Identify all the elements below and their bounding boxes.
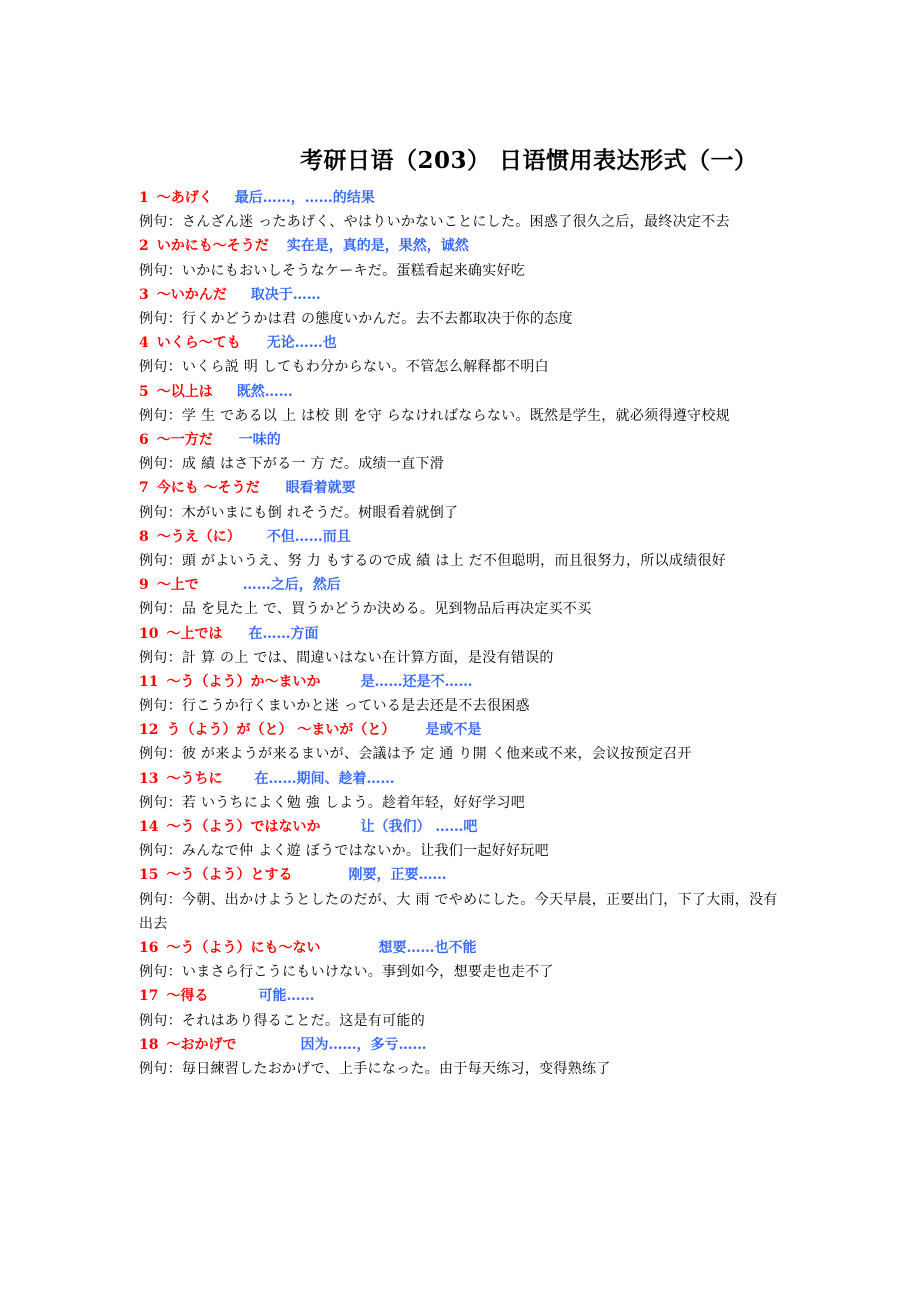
- example-prefix: 例句：: [139, 964, 182, 981]
- example-text: 今朝、出かけようとしたのだが、大 雨 でやめにした。今天早晨，正要出门，下了大雨，没有出去: [139, 891, 778, 932]
- entry-number: 15: [139, 867, 159, 884]
- example-prefix: 例句：: [139, 1061, 182, 1078]
- entry-number: 5: [139, 383, 149, 400]
- entry-pattern: 〜上で: [156, 577, 199, 594]
- entry-number: 18: [139, 1036, 159, 1053]
- entry-heading: [139, 525, 789, 549]
- example-prefix: 例句：: [139, 407, 182, 424]
- entry-example: [139, 259, 789, 283]
- entry-meaning: 让（我们） ……吧: [360, 819, 478, 836]
- entry-pattern: 〜一方だ: [156, 431, 213, 448]
- entry-heading: [139, 670, 789, 694]
- entry-heading: [139, 1033, 789, 1057]
- entry-heading: [139, 622, 789, 646]
- entry-pattern: 〜うえ（に）: [156, 528, 241, 545]
- entry-number: 10: [139, 625, 159, 642]
- entry-pattern: 〜う（よう）ではないか: [166, 819, 321, 836]
- example-prefix: 例句：: [139, 891, 182, 908]
- entry-number: 9: [139, 577, 149, 594]
- page-title: 考研日语（203） 日语惯用表达形式（一）: [300, 147, 758, 174]
- entry-list: [139, 186, 789, 1081]
- example-text: 頭 がよいうえ、努 力 もするので成 績 は上 だ不但聪明，而且很努力，所以成绩很好: [181, 552, 727, 569]
- entry-example: [139, 646, 789, 670]
- entry-heading: [139, 476, 789, 500]
- entry-example: [139, 960, 789, 984]
- entry-pattern: う（よう）が（と） 〜まいが（と）: [166, 722, 396, 739]
- entry-pattern: 〜以上は: [156, 383, 213, 400]
- entry-meaning: 无论……也: [266, 335, 337, 352]
- entry-number: 14: [139, 819, 159, 836]
- entry-number: 1: [139, 190, 149, 206]
- entry-number: 2: [139, 238, 149, 255]
- example-text: 毎日練習したおかげで、上手になった。由于每天练习，变得熟练了: [181, 1061, 611, 1078]
- entry-meaning: 眼看着就要: [285, 480, 356, 497]
- entry-example: [139, 791, 789, 815]
- entry-heading: [139, 573, 789, 597]
- entry-number: 17: [139, 988, 159, 1005]
- example-text: 木がいまにも倒 れそうだ。树眼看着就倒了: [181, 504, 459, 521]
- example-text: いくら説 明 してもわ分からない。不管怎么解释都不明白: [181, 359, 549, 376]
- entry-number: 7: [139, 480, 149, 497]
- entry-example: [139, 307, 789, 331]
- entry-pattern: 〜あげく: [156, 190, 213, 206]
- entry-pattern: 〜う（よう）か〜まいか: [166, 673, 321, 690]
- example-text: いまさら行こうにもいけない。事到如今，想要走也走不了: [181, 964, 554, 981]
- entry-heading: [139, 718, 789, 742]
- entry-pattern: 〜得る: [166, 988, 209, 1005]
- entry-heading: [139, 234, 789, 258]
- example-text: さんざん迷 ったあげく、やはりいかないことにした。困惑了很久之后，最终决定不去: [181, 214, 730, 231]
- entry-meaning: 因为……，多亏……: [300, 1036, 427, 1053]
- entry-pattern: 〜いかんだ: [156, 286, 227, 303]
- entry-heading: [139, 283, 789, 307]
- entry-pattern: いかにも〜そうだ: [156, 238, 269, 255]
- entry-number: 16: [139, 940, 159, 957]
- entry-heading: [139, 331, 789, 355]
- entry-pattern: 今にも 〜そうだ: [156, 480, 260, 497]
- entry-heading: [139, 380, 789, 404]
- entry-example: [139, 1057, 789, 1081]
- entry-example: [139, 597, 789, 621]
- example-prefix: 例句：: [139, 262, 182, 279]
- entry-heading: [139, 936, 789, 960]
- example-text: 行こうか行くまいかと迷 っている是去还是不去很困惑: [181, 698, 530, 715]
- entry-number: 3: [139, 286, 149, 303]
- example-text: 行くかどうかは君 の態度いかんだ。去不去都取决于你的态度: [181, 310, 573, 327]
- example-prefix: 例句：: [139, 552, 182, 569]
- example-text: それはあり得ることだ。这是有可能的: [181, 1012, 426, 1029]
- example-prefix: 例句：: [139, 794, 182, 811]
- entry-number: 6: [139, 431, 149, 448]
- example-prefix: 例句：: [139, 456, 182, 473]
- entry-meaning: 是或不是: [425, 722, 482, 739]
- entry-example: [139, 1009, 789, 1033]
- entry-meaning: 既然……: [236, 383, 293, 400]
- example-prefix: 例句：: [139, 1012, 182, 1029]
- entry-number: 4: [139, 335, 149, 352]
- entry-meaning: 取决于……: [250, 286, 321, 303]
- entry-heading: [139, 428, 789, 452]
- entry-example: [139, 742, 789, 766]
- entry-meaning: 可能……: [258, 988, 315, 1005]
- example-prefix: 例句：: [139, 214, 182, 231]
- example-text: みんなで仲 よく遊 ぼうではないか。让我们一起好好玩吧: [181, 843, 549, 860]
- example-prefix: 例句：: [139, 310, 182, 327]
- example-text: 学 生 である以 上 は校 則 を守 らなければならない。既然是学生，就必须得遵守校规: [181, 407, 730, 424]
- entry-example: [139, 694, 789, 718]
- example-text: 成 績 はさ下がる一 方 だ。成绩一直下滑: [181, 456, 445, 473]
- entry-meaning: 不但……而且: [266, 528, 351, 545]
- entry-example: [139, 210, 789, 234]
- entry-meaning: 想要……也不能: [378, 940, 477, 957]
- example-text: 品 を見た上 で、買うかどうか決める。见到物品后再决定买不买: [181, 601, 592, 618]
- entry-heading: [139, 984, 789, 1008]
- example-prefix: 例句：: [139, 698, 182, 715]
- example-prefix: 例句：: [139, 649, 182, 666]
- entry-example: [139, 501, 789, 525]
- entry-pattern: 〜上では: [166, 625, 223, 642]
- entry-pattern: 〜おかげで: [166, 1036, 237, 1053]
- entry-meaning: 实在是，真的是，果然，诚然: [286, 238, 469, 255]
- example-text: 若 いうちによく勉 強 しよう。趁着年轻，好好学习吧: [181, 794, 526, 811]
- entry-example: [139, 549, 789, 573]
- entry-number: 8: [139, 528, 149, 545]
- entry-number: 13: [139, 770, 159, 787]
- entry-heading: [139, 186, 789, 210]
- example-prefix: 例句：: [139, 843, 182, 860]
- entry-pattern: 〜うちに: [166, 770, 223, 787]
- entry-heading: [139, 767, 789, 791]
- entry-example: [139, 404, 789, 428]
- entry-pattern: 〜う（よう）にも〜ない: [166, 940, 321, 957]
- entry-example: [139, 839, 789, 863]
- example-prefix: 例句：: [139, 504, 182, 521]
- example-text: 彼 が来ようが来るまいが、会議は予 定 通 り開 く他来或不来，会议按预定召开: [181, 746, 692, 763]
- entry-meaning: 最后……，……的结果: [234, 190, 375, 206]
- entry-pattern: 〜う（よう）とする: [166, 867, 293, 884]
- example-text: 計 算 の上 では、間違いはない在计算方面，是没有错误的: [181, 649, 554, 666]
- entry-meaning: 是……还是不……: [360, 673, 473, 690]
- entry-heading: [139, 863, 789, 887]
- entry-meaning: 一味的: [238, 431, 281, 448]
- entry-meaning: ……之后，然后: [242, 577, 341, 594]
- example-prefix: 例句：: [139, 601, 182, 618]
- example-text: いかにもおいしそうなケーキだ。蛋糕看起来确实好吃: [181, 262, 526, 279]
- entry-example: [139, 355, 789, 379]
- entry-meaning: 在……方面: [248, 625, 319, 642]
- entry-meaning: 在……期间、趁着……: [254, 770, 395, 787]
- example-prefix: 例句：: [139, 746, 182, 763]
- entry-number: 12: [139, 722, 159, 739]
- entry-meaning: 刚要，正要……: [348, 867, 447, 884]
- entry-example: [139, 888, 789, 936]
- entry-number: 11: [139, 673, 159, 690]
- entry-heading: [139, 815, 789, 839]
- example-prefix: 例句：: [139, 359, 182, 376]
- entry-example: [139, 452, 789, 476]
- entry-pattern: いくら〜ても: [156, 335, 241, 352]
